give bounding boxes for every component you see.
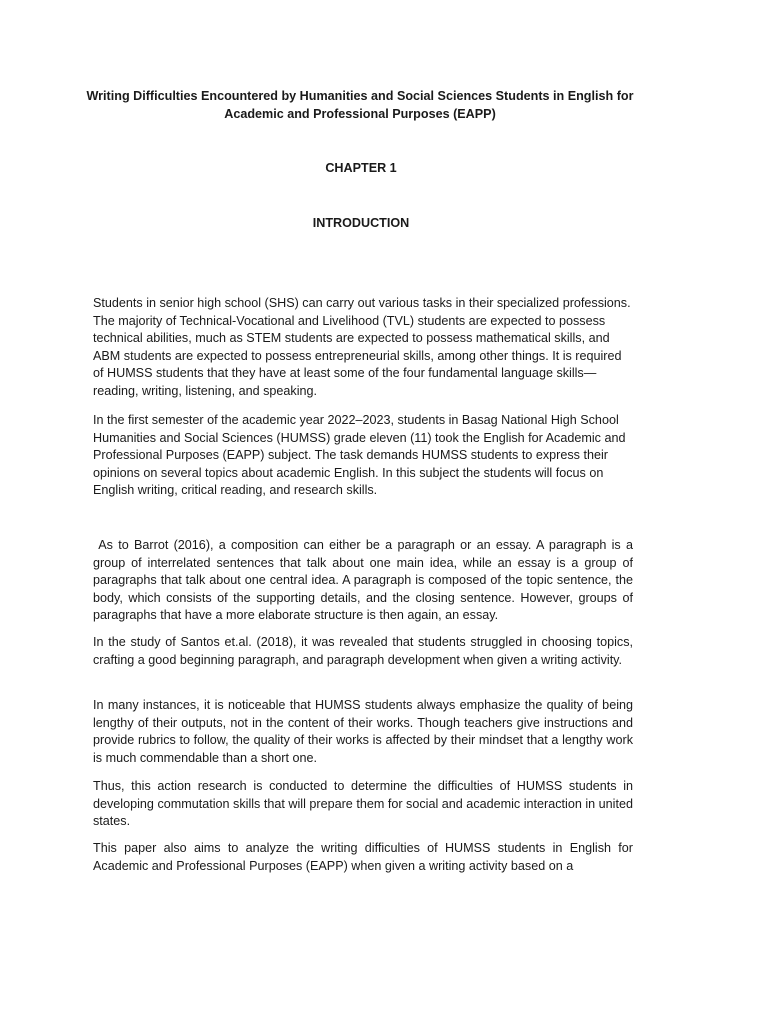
paragraph-santos-study xyxy=(93,634,633,669)
paragraph-text: As to Barrot (2016), a composition can either be a paragraph or an essay. A paragraph is a group of interrelated sentences that talk about one main idea, while an essay is a group of paragraphs that talk about one central idea. A paragraph is composed of the topic sentence, the body, which consists of the supporting details, and the closing sentence. However, groups of paragraphs that have a more elaborate structure is then again, an essay. xyxy=(93,538,637,623)
paragraph-text: In the first semester of the academic year 2022–2023, students in Basag National High School Humanities and Social Sciences (HUMSS) grade eleven (11) took the English for Academic and Professional Purposes (EAPP) subject. The task demands HUMSS students to express their opinions on several topics about academic English. In this subject the students will focus on English writing, critical reading, and research skills. xyxy=(93,413,626,498)
document-title: Writing Difficulties Encountered by Humanities and Social Sciences Students in English for Academic and Professional Purposes (EAPP) xyxy=(86,89,634,121)
paragraph-paper-aims xyxy=(93,840,633,875)
chapter-heading: CHAPTER 1 xyxy=(325,161,397,175)
paragraph-lengthy-outputs xyxy=(93,697,633,767)
paragraph-action-research xyxy=(93,778,633,831)
paragraph-text: Students in senior high school (SHS) can carry out various tasks in their specialized professions. The majority of Technical-Vocational and Livelihood (TVL) students are expected to possess technical abilities, much as STEM students are expected to possess mathematical skills, and ABM students are expected to possess entrepreneurial skills, among other things. It is required of HUMSS students that they have at least some of the four fundamental language skills—reading, writing, listening, and speaking. xyxy=(93,296,631,398)
paragraph-text: In many instances, it is noticeable that HUMSS students always emphasize the quality of being lengthy of their outputs, not in the content of their works. Though teachers give instructions and provide rubrics to follow, the quality of their works is affected by their mindset that a lengthy work is much commendable than a short one. xyxy=(93,698,633,765)
paragraph-barrot-composition xyxy=(93,537,637,625)
paragraph-eapp-subject xyxy=(93,412,633,500)
paragraph-text: This paper also aims to analyze the writing difficulties of HUMSS students in English for Academic and Professional Purposes (EAPP) when given a writing activity based on a xyxy=(93,841,633,873)
section-heading: INTRODUCTION xyxy=(312,216,410,230)
paragraph-text: In the study of Santos et.al. (2018), it was revealed that students struggled in choosing topics, crafting a good beginning paragraph, and paragraph development when given a writing activity. xyxy=(93,635,633,667)
paragraph-shs-tasks xyxy=(93,295,633,401)
paragraph-text: Thus, this action research is conducted to determine the difficulties of HUMSS students in developing commutation skills that will prepare them for social and academic interaction in united states. xyxy=(93,779,633,829)
